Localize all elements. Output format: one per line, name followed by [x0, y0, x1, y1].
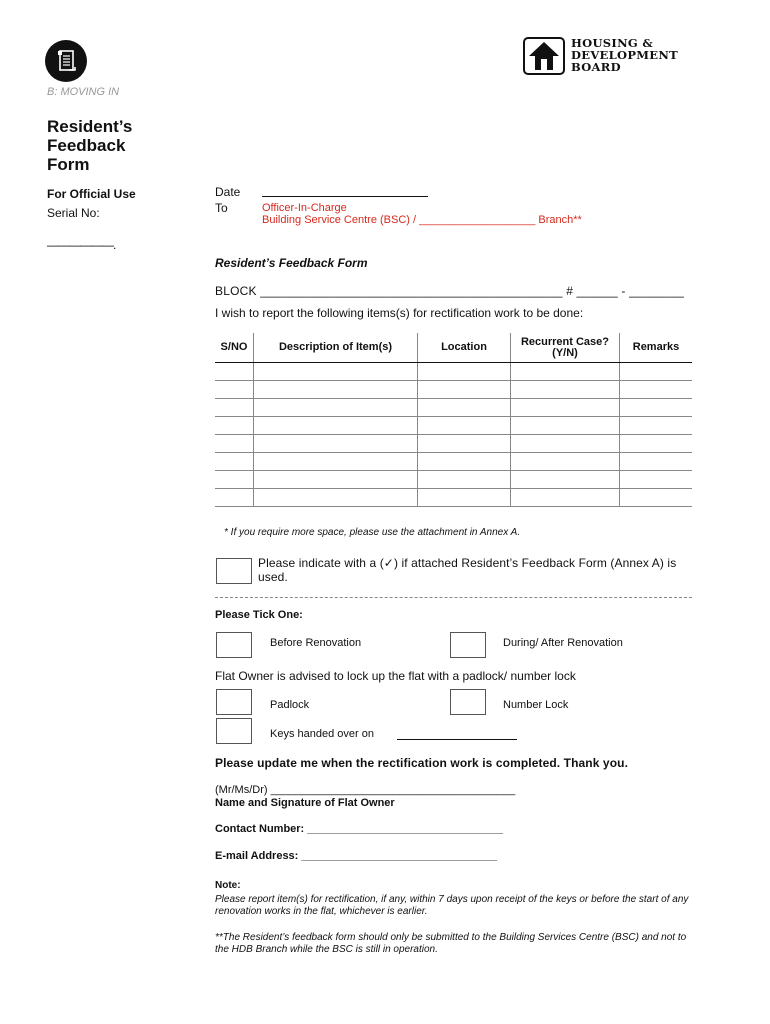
table-cell[interactable]: [215, 489, 254, 507]
table-cell[interactable]: [620, 435, 693, 453]
table-cell[interactable]: [215, 417, 254, 435]
lock-advice: Flat Owner is advised to lock up the flat with a padlock/ number lock: [215, 669, 576, 683]
table-cell[interactable]: [418, 471, 511, 489]
scroll-icon: [45, 40, 87, 82]
bsc-note: **The Resident’s feedback form should only be submitted to the Building Services Centre (BSC) and not to the HDB Branch while the BSC is still in operation.: [215, 932, 687, 955]
before-renovation-checkbox[interactable]: [216, 632, 252, 658]
table-row: [215, 363, 692, 381]
table-cell[interactable]: [620, 471, 693, 489]
before-renovation-label: Before Renovation: [270, 637, 362, 649]
during-renovation-label: During/ After Renovation: [503, 637, 623, 649]
annex-label: Please indicate with a (✓) if attached Resident’s Feedback Form (Annex A) is used.: [258, 556, 677, 584]
items-table: [215, 333, 692, 507]
org-logo: [523, 37, 565, 75]
table-cell[interactable]: [215, 471, 254, 489]
annex-checkbox[interactable]: [216, 558, 252, 584]
date-field[interactable]: [262, 196, 428, 197]
table-cell[interactable]: [254, 363, 418, 381]
owner-name-field[interactable]: (Mr/Ms/Dr) ________________________________________: [215, 784, 516, 796]
contact-number-field[interactable]: Contact Number: ________________________________: [215, 823, 504, 835]
officer-in-charge: Officer-In-Charge: [262, 202, 347, 214]
col-remarks: Remarks: [620, 333, 693, 363]
page-title: Resident’s Feedback Form: [47, 117, 133, 174]
table-cell[interactable]: [511, 489, 620, 507]
table-row: [215, 453, 692, 471]
table-cell[interactable]: [620, 381, 693, 399]
keys-checkbox[interactable]: [216, 718, 252, 744]
col-sno: S/NO: [215, 333, 254, 363]
org-name: HOUSING & DEVELOPMENT BOARD: [571, 36, 679, 74]
table-cell[interactable]: [418, 453, 511, 471]
keys-label: Keys handed over on: [270, 728, 374, 740]
table-cell[interactable]: [511, 381, 620, 399]
divider: [215, 597, 692, 598]
table-row: [215, 489, 692, 507]
table-cell[interactable]: [511, 363, 620, 381]
table-row: [215, 381, 692, 399]
table-cell[interactable]: [418, 381, 511, 399]
table-cell[interactable]: [620, 489, 693, 507]
email-field[interactable]: E-mail Address: ________________________________: [215, 850, 498, 862]
tick-one-heading: Please Tick One:: [215, 609, 303, 621]
table-cell[interactable]: [254, 417, 418, 435]
block-field[interactable]: BLOCK ____________________________________________ # ______ - ________: [215, 284, 685, 298]
table-cell[interactable]: [620, 417, 693, 435]
report-intro: I wish to report the following items(s) for rectification work to be done:: [215, 306, 584, 320]
col-recurrent: Recurrent Case? (Y/N): [511, 333, 620, 363]
table-cell[interactable]: [215, 399, 254, 417]
table-cell[interactable]: [418, 435, 511, 453]
note-body: Please report item(s) for rectification, if any, within 7 days upon receipt of the keys or before the start of any renovation works in the flat, whichever is earlier.: [215, 894, 689, 917]
table-cell[interactable]: [254, 471, 418, 489]
table-cell[interactable]: [254, 399, 418, 417]
table-cell[interactable]: [418, 399, 511, 417]
table-cell[interactable]: [418, 489, 511, 507]
table-cell[interactable]: [254, 489, 418, 507]
table-cell[interactable]: [418, 363, 511, 381]
section-tag: B: MOVING IN: [47, 86, 120, 98]
name-signature-label: Name and Signature of Flat Owner: [215, 797, 395, 809]
serial-field[interactable]: ——————.: [47, 238, 116, 252]
table-cell[interactable]: [511, 399, 620, 417]
table-cell[interactable]: [215, 453, 254, 471]
update-request: Please update me when the rectification work is completed. Thank you.: [215, 756, 629, 770]
official-use-heading: For Official Use: [47, 187, 136, 201]
note-heading: Note:: [215, 880, 241, 891]
table-cell[interactable]: [254, 381, 418, 399]
table-cell[interactable]: [215, 435, 254, 453]
table-row: [215, 471, 692, 489]
table-cell[interactable]: [511, 453, 620, 471]
table-cell[interactable]: [511, 471, 620, 489]
date-label: Date: [215, 185, 241, 199]
table-cell[interactable]: [418, 417, 511, 435]
bsc-branch-field[interactable]: Building Service Centre (BSC) / ___________________ Branch**: [262, 214, 582, 226]
table-row: [215, 417, 692, 435]
padlock-checkbox[interactable]: [216, 689, 252, 715]
table-cell[interactable]: [511, 417, 620, 435]
padlock-label: Padlock: [270, 699, 310, 711]
col-description: Description of Item(s): [254, 333, 418, 363]
scroll-badge: [45, 40, 87, 82]
table-cell[interactable]: [620, 399, 693, 417]
col-location: Location: [418, 333, 511, 363]
table-row: [215, 399, 692, 417]
table-cell[interactable]: [215, 363, 254, 381]
during-renovation-checkbox[interactable]: [450, 632, 486, 658]
table-cell[interactable]: [254, 453, 418, 471]
to-label: To: [215, 201, 228, 215]
table-cell[interactable]: [620, 363, 693, 381]
table-cell[interactable]: [254, 435, 418, 453]
serial-label: Serial No:: [47, 206, 100, 220]
house-icon: [523, 37, 565, 75]
table-cell[interactable]: [620, 453, 693, 471]
keys-date-field[interactable]: [397, 739, 517, 740]
table-row: [215, 435, 692, 453]
number-lock-checkbox[interactable]: [450, 689, 486, 715]
more-space-note: * If you require more space, please use the attachment in Annex A.: [224, 527, 521, 538]
number-lock-label: Number Lock: [503, 699, 569, 711]
table-cell[interactable]: [215, 381, 254, 399]
form-heading: Resident’s Feedback Form: [215, 256, 368, 270]
table-header-row: [215, 333, 692, 363]
table-cell[interactable]: [511, 435, 620, 453]
